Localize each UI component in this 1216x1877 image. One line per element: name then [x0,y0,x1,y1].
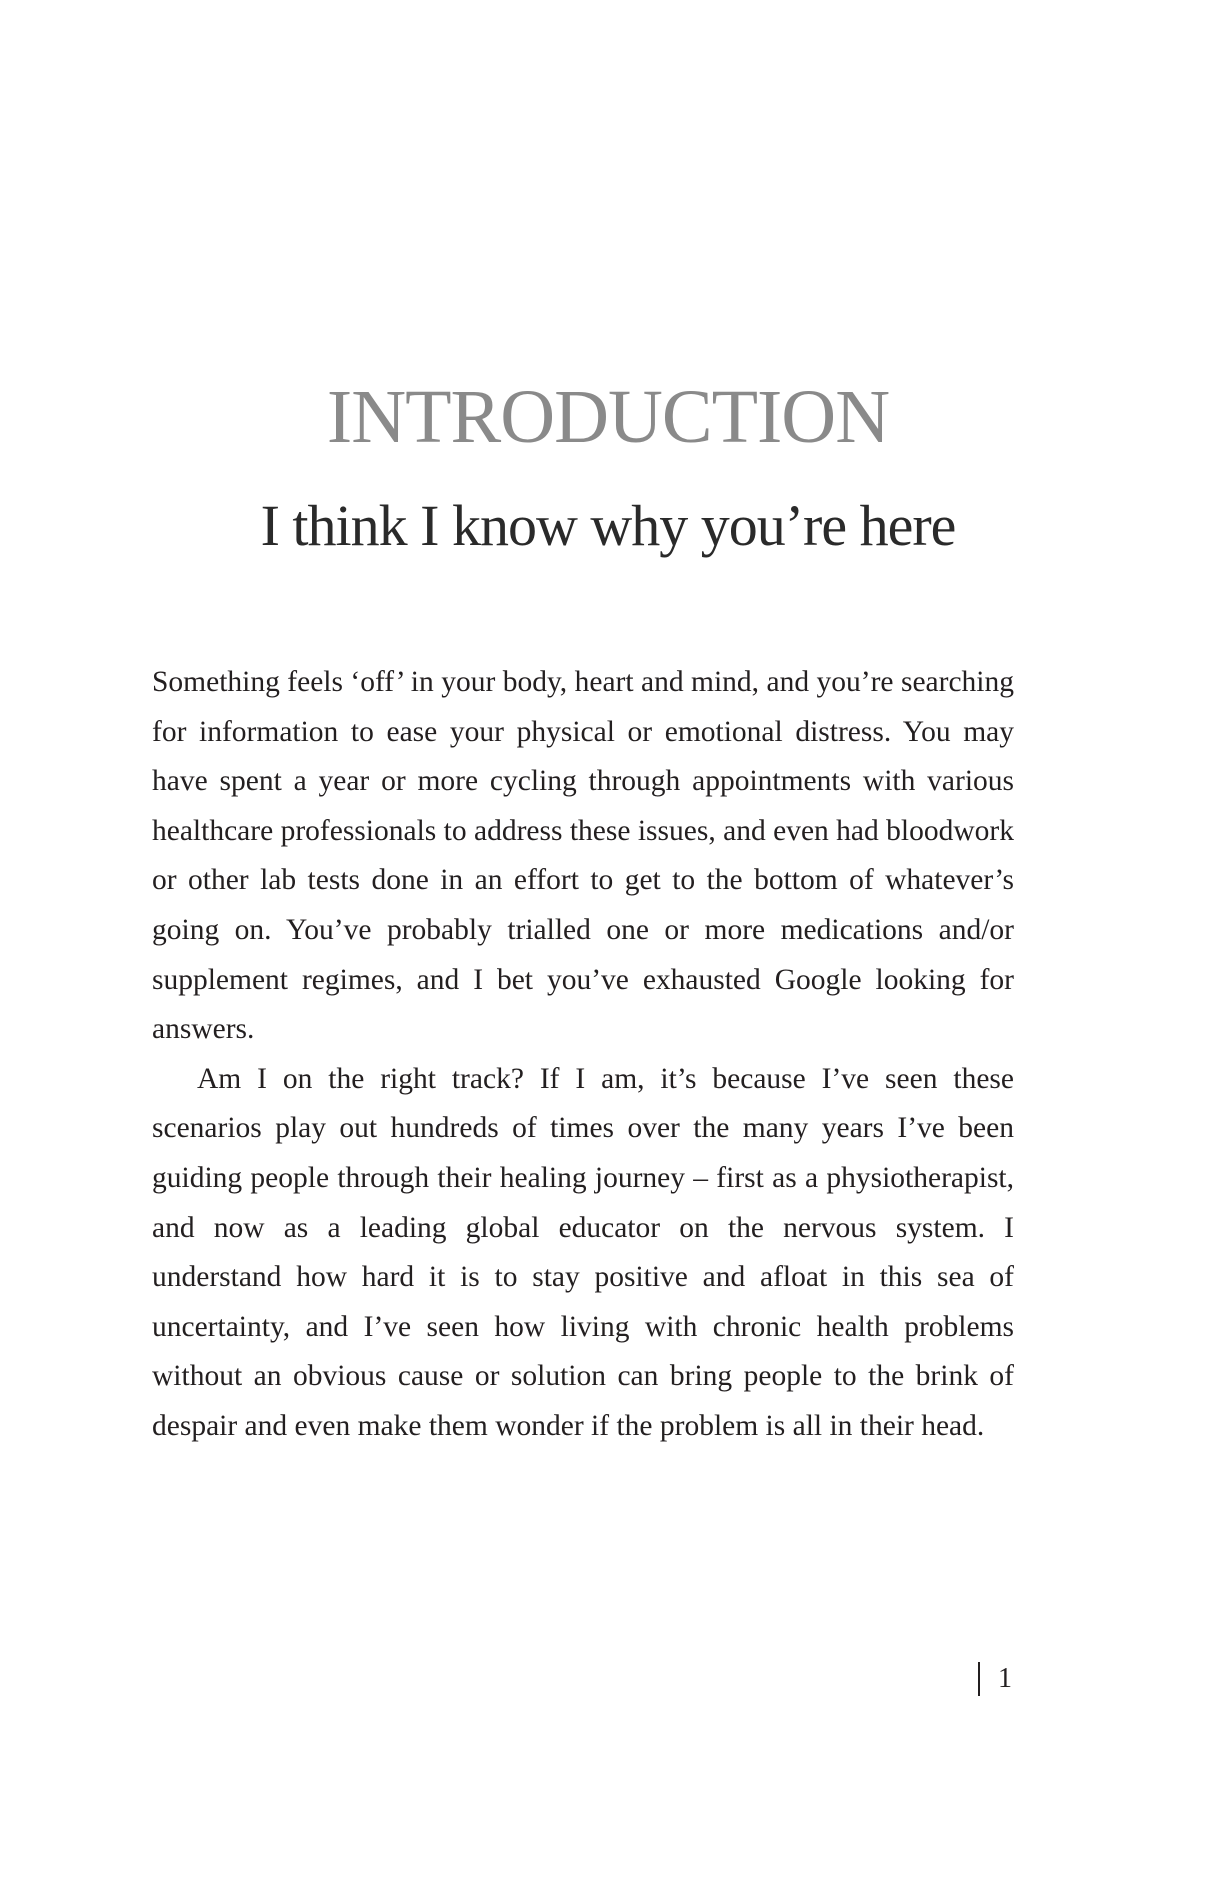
paragraph-1: Something feels ‘off’ in your body, heart and mind, and you’re searching for information to ease your physical or emotional distress. You may have spent a year or more cycling through appointments with various healthcare professionals to address these issues, and even had bloodwork or other lab tests done in an effort to get to the bottom of whatever’s going on. You’ve probably trialled one or more medications and/or supplement regimes, and I bet you’ve exhausted Google looking for answers. [152,666,1014,1046]
body-text [152,658,1014,1452]
page-number: 1 [998,1663,1012,1694]
chapter-label: INTRODUCTION [326,375,890,459]
chapter-title: I think I know why you’re here [260,493,956,558]
paragraph-2: Am I on the right track? If I am, it’s because I’ve seen these scenarios play out hundreds of times over the many years I’ve been guiding people through their healing journey – first as a physiotherapist, and now as a leading global educator on the nervous system. I understand how hard it is to stay positive and afloat in this sea of uncertainty, and I’ve seen how living with chronic health problems without an obvious cause or solution can bring people to the brink of despair and even make them wonder if the problem is all in their head. [152,1062,1014,1442]
folio-rule [978,1662,980,1696]
